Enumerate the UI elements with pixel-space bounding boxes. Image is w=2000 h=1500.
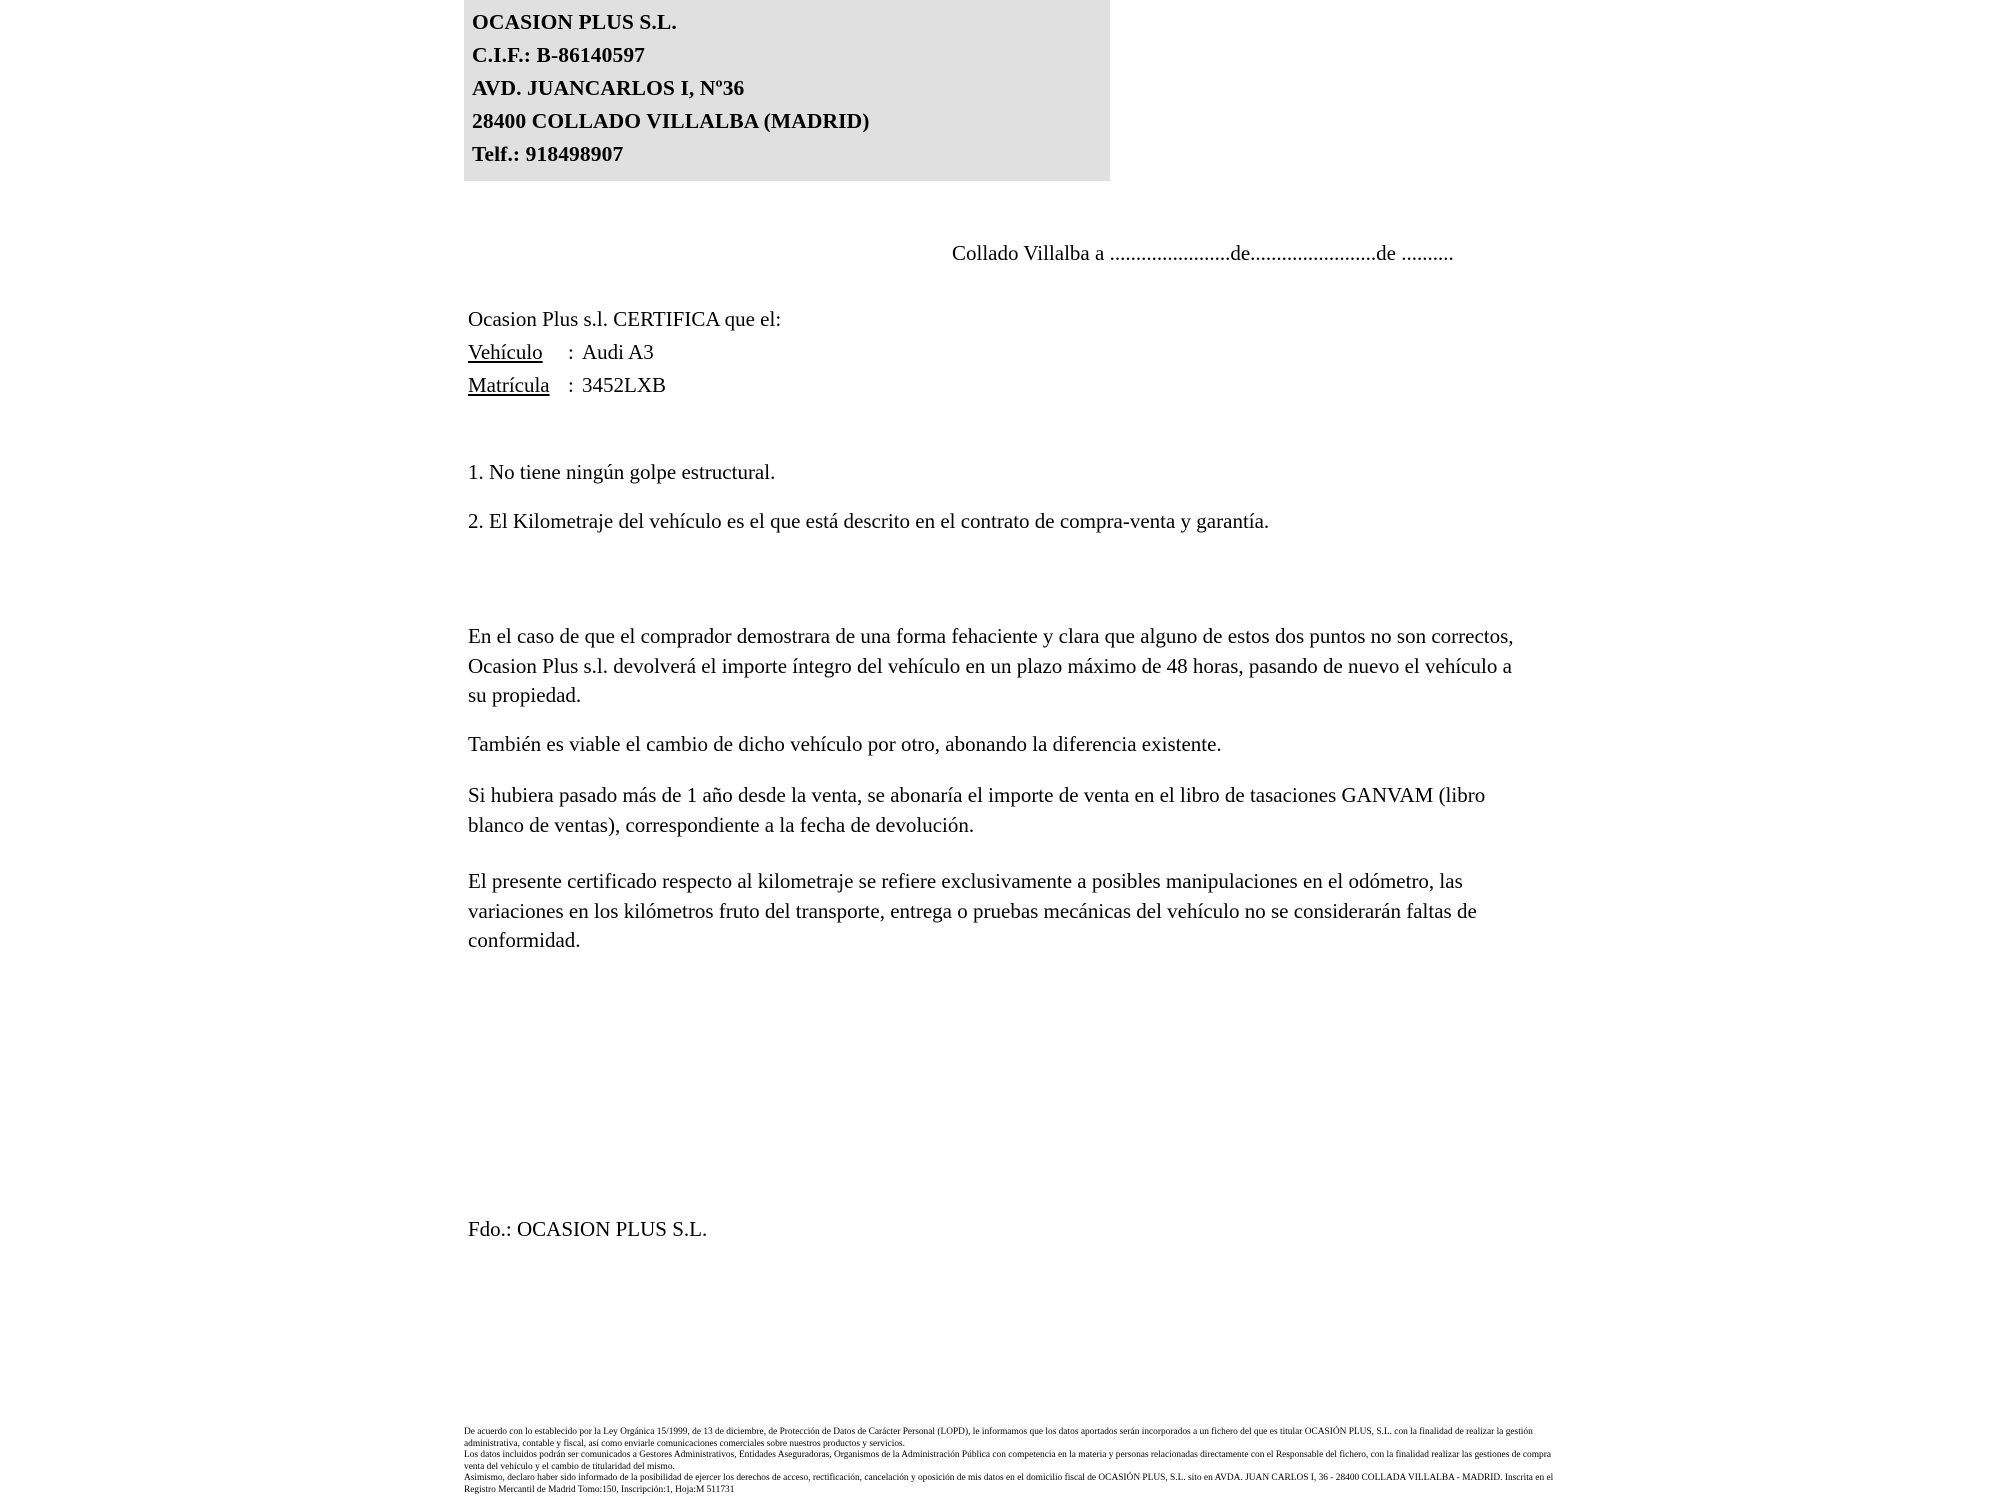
- certification-block: [468, 303, 1528, 402]
- company-letterhead: [464, 0, 1110, 181]
- company-cif: C.I.F.: B-86140597: [472, 43, 646, 67]
- clause-ganvam: Si hubiera pasado más de 1 año desde la venta, se abonaría el importe de venta en el libro de tasaciones GANVAM (libro blanco de ventas), correspondiente a la fecha de devolución.: [468, 783, 1486, 837]
- legal-notice-paragraph-1: De acuerdo con lo establecido por la Ley Orgánica 15/1999, de 13 de diciembre, de Protección de Datos de Carácter Personal (LOPD), le informamos que los datos aportados serán incorporados a un fichero del que es titular OCASIÓN PLUS, S.L. con la finalidad de realizar la gestión administrativa, contable y fiscal, así como enviarle comunicaciones comerciales sobre nuestros productos y servicios.: [464, 1427, 1533, 1449]
- company-phone: Telf.: 918498907: [472, 142, 624, 166]
- company-name: OCASION PLUS S.L.: [472, 10, 677, 34]
- legal-notice: [464, 1427, 1554, 1497]
- company-address-street: AVD. JUANCARLOS I, Nº36: [472, 76, 745, 100]
- plate-field-row: [468, 369, 1528, 402]
- vehicle-field-label: Vehículo: [468, 340, 543, 364]
- certifies-intro: Ocasion Plus s.l. CERTIFICA que el:: [468, 307, 782, 331]
- company-address-city: 28400 COLLADO VILLALBA (MADRID): [472, 109, 870, 133]
- legal-notice-paragraph-3: Asimismo, declaro haber sido informado de la posibilidad de ejercer los derechos de acceso, rectificación, cancelación y oposición de mis datos en el domicilio fiscal de OCASIÓN PLUS, S.L. sito en AVDA. JUAN CARLOS I, 36 - 28400 COLLADA VILLALBA - MADRID. Inscrita en el Registro Mercantil de Madrid Tomo:150, Inscripción:1, Hoja:M 511731: [464, 1473, 1554, 1495]
- plate-field-value: 3452LXB: [582, 373, 666, 397]
- clause-refund: En el caso de que el comprador demostrara de una forma fehaciente y clara que alguno de estos dos puntos no son correctos, Ocasion Plus s.l. devolverá el importe íntegro del vehículo en un plazo máximo de 48 horas, pasando de nuevo el vehículo a su propiedad.: [468, 624, 1514, 707]
- clause-odometer: El presente certificado respecto al kilometraje se refiere exclusivamente a posibles manipulaciones en el odómetro, las variaciones en los kilómetros fruto del transporte, entrega o pruebas mecánicas del vehículo no se considerarán faltas de conformidad.: [468, 869, 1477, 952]
- vehicle-field-separator: :: [568, 340, 574, 364]
- legal-notice-paragraph-2: Los datos incluidos podrán ser comunicados a Gestores Administrativos, Entidades Aseguradoras, Organismos de la Administración Pública con competencia en la materia y personas relacionadas directamente con el Responsable del fichero, con la finalidad realizar las gestiones de compra venta del vehículo y el cambio de titularidad del mismo.: [464, 1450, 1551, 1472]
- certification-point-2: 2. El Kilometraje del vehículo es el que está descrito en el contrato de compra-venta y garantía.: [468, 509, 1270, 533]
- signature-line: Fdo.: OCASION PLUS S.L.: [468, 1217, 708, 1241]
- plate-field-label: Matrícula: [468, 373, 550, 397]
- clause-exchange: También es viable el cambio de dicho vehículo por otro, abonando la diferencia existente.: [468, 732, 1222, 756]
- plate-field-separator: :: [568, 373, 574, 397]
- certification-point-1: 1. No tiene ningún golpe estructural.: [468, 460, 776, 484]
- date-line: Collado Villalba a .......................de........................de ..........: [952, 241, 1454, 265]
- vehicle-field-value: Audi A3: [582, 340, 654, 364]
- vehicle-field-row: [468, 336, 1528, 369]
